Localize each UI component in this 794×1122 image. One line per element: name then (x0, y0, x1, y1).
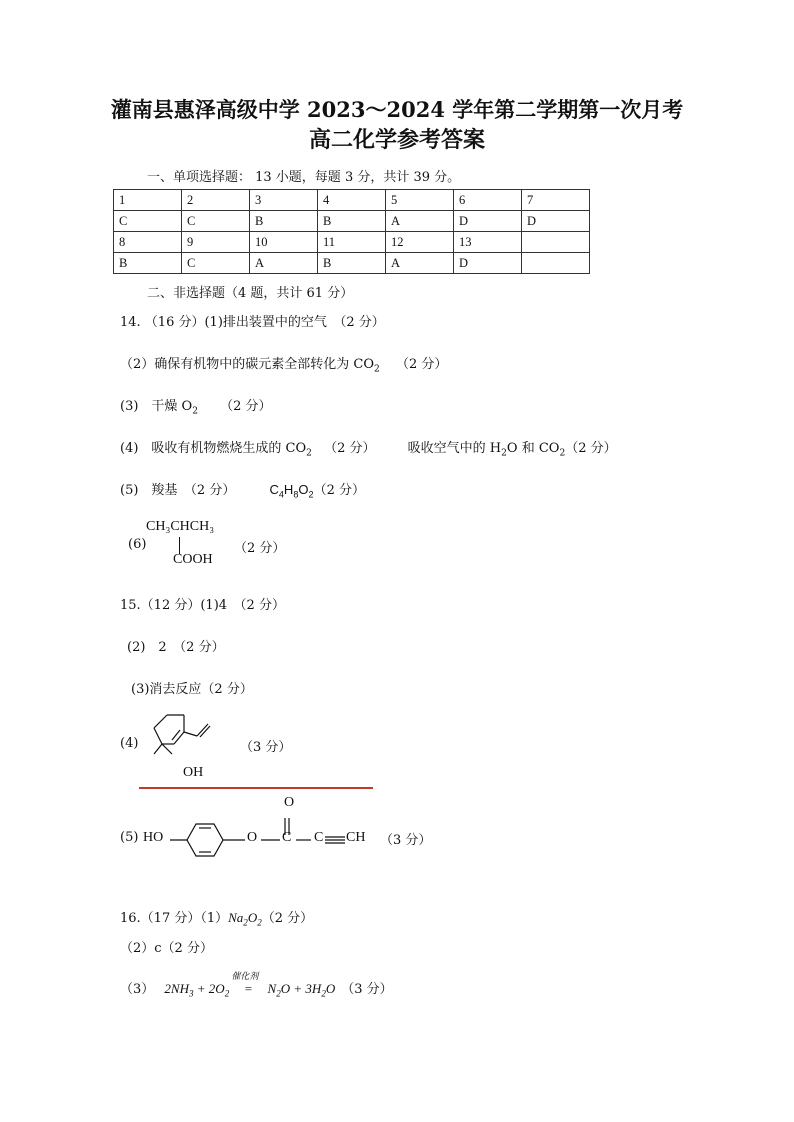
o-label: O (247, 830, 258, 845)
table-cell: A (386, 211, 454, 232)
table-cell: 8 (114, 232, 182, 253)
f-c: C (269, 482, 279, 497)
sub: 2 (306, 448, 312, 459)
f-o: O (247, 910, 258, 925)
sub: 8 (293, 489, 299, 500)
q16-line3-label: （3） (120, 982, 155, 997)
sub: 2 (374, 364, 380, 375)
q16-line3-score: （3 分） (341, 982, 393, 997)
sub: 2 (243, 917, 248, 928)
sub: 2 (308, 489, 314, 500)
table-cell: 3 (250, 190, 318, 211)
bond (162, 744, 172, 754)
q14-line4 (120, 437, 617, 459)
sub: 2 (224, 988, 230, 999)
table-cell: 7 (522, 190, 590, 211)
q16-line1-score: （2 分） (261, 911, 314, 926)
q14-line2-text: （2）确保有机物中的碳元素全部转化为 CO (120, 357, 375, 372)
q16-line1 (120, 907, 313, 928)
sub: 2 (276, 988, 281, 999)
f-n: N (267, 981, 277, 996)
q15-line3: (3)消去反应（2 分） (131, 682, 253, 697)
table-cell: D (454, 253, 522, 274)
page-subtitle: 高二化学参考答案 (308, 127, 485, 153)
sub: 2 (321, 988, 326, 999)
sub: 2 (192, 406, 199, 417)
struct-top: CH₃CHCH₃ (146, 519, 215, 534)
bond (184, 732, 197, 736)
f-o2: + 2O (193, 981, 225, 996)
q15-line4-label: (4) (120, 736, 139, 751)
ch-label: CH (346, 830, 366, 845)
table-cell: B (318, 253, 386, 274)
f-o: O (298, 482, 309, 497)
q14-line4-score2: （2 分） (565, 441, 617, 456)
q16-line3 (120, 972, 393, 999)
table-cell: 11 (318, 232, 386, 253)
table-cell: D (454, 211, 522, 232)
table-cell: C (114, 211, 182, 232)
q14-line1: 14. （16 分）(1)排出装置中的空气 （2 分） (120, 315, 385, 330)
q14-line6-score: （2 分） (234, 541, 286, 556)
q14-line6-label: (6) (128, 537, 147, 552)
sub: 2 (257, 917, 262, 928)
c2-label: C (314, 830, 324, 845)
table-cell: 6 (454, 190, 522, 211)
q14-line2-score: （2 分） (395, 357, 448, 372)
q14-line4-text3: O 和 CO (506, 441, 560, 456)
section2-label: 二、非选择题（4 题，共计 61 分） (147, 286, 354, 301)
table-cell: B (318, 211, 386, 232)
table-cell: A (250, 253, 318, 274)
answer-table (113, 189, 590, 274)
table-cell: 1 (114, 190, 182, 211)
q14-formula (269, 482, 314, 500)
catalyst-label: 催化剂 (231, 972, 259, 982)
ho-label: HO (143, 830, 164, 845)
table-cell: B (114, 253, 182, 274)
q14-line5-text: (5) 羧基 （2 分） (120, 483, 236, 498)
page-title: 灌南县惠泽高级中学 2023～2024 学年第二学期第一次月考 (110, 97, 684, 122)
sub: 2 (559, 448, 566, 459)
bond (154, 715, 167, 728)
table-cell: 5 (386, 190, 454, 211)
sub: 3 (188, 988, 194, 999)
eq-sign: = (244, 981, 253, 996)
bond (174, 732, 184, 744)
q15-line2: (2) 2 （2 分） (127, 640, 225, 655)
benzene-ring (187, 824, 223, 856)
table-cell: 4 (318, 190, 386, 211)
f-na: Na (228, 910, 244, 925)
table-cell (522, 253, 590, 274)
table-row (114, 232, 590, 253)
q14-line4-score: （2 分） (324, 441, 376, 456)
table-cell: 12 (386, 232, 454, 253)
table-cell: A (386, 253, 454, 274)
table-cell: D (522, 211, 590, 232)
table-cell: 9 (182, 232, 250, 253)
q15-line1: 15.（12 分）(1)4 （2 分） (120, 598, 285, 613)
catalyst-eq (231, 972, 263, 997)
bond (154, 728, 162, 744)
oh-label: OH (183, 765, 204, 780)
table-cell: 2 (182, 190, 250, 211)
q15-line5-score: （3 分） (380, 833, 432, 848)
table-row (114, 211, 590, 232)
q15-4-structure (140, 706, 220, 766)
table-cell: 10 (250, 232, 318, 253)
f-nh: 2NH (164, 981, 189, 996)
table-row (114, 253, 590, 274)
q14-line5-score: （2 分） (313, 483, 365, 498)
table-row (114, 190, 590, 211)
table-cell (522, 232, 590, 253)
f-h: O + 3H (280, 981, 322, 996)
q14-line3-text: (3) 干燥 O (120, 399, 193, 414)
table-cell: B (250, 211, 318, 232)
sub: 2 (501, 448, 507, 459)
q14-line3-score: （2 分） (220, 399, 272, 414)
o-top-label: O (284, 795, 295, 810)
bond (154, 744, 162, 754)
table-cell: 13 (454, 232, 522, 253)
f-o: O (325, 981, 336, 996)
table-cell: C (182, 211, 250, 232)
red-divider (139, 787, 373, 789)
q16-line2: （2）c（2 分） (120, 941, 213, 956)
q14-line5 (120, 479, 365, 500)
struct-bottom: COOH (173, 552, 213, 567)
q15-line4-score: （3 分） (240, 740, 292, 755)
c-label: C (282, 830, 292, 845)
sub: 4 (278, 489, 284, 500)
q14-line3 (120, 395, 272, 417)
section1-label: 一、单项选择题： 13 小题，每题 3 分，共计 39 分。 (147, 170, 461, 185)
q14-line2 (120, 353, 447, 375)
f-h: H (283, 482, 294, 497)
table-cell: C (182, 253, 250, 274)
q15-line5-label: (5) (120, 830, 139, 845)
q14-line4-text2: 吸收空气中的 H (407, 441, 502, 456)
q16-line1-text: 16.（17 分）（1） (120, 911, 229, 926)
q14-line4-text: (4) 吸收有机物燃烧生成的 CO (120, 441, 307, 456)
